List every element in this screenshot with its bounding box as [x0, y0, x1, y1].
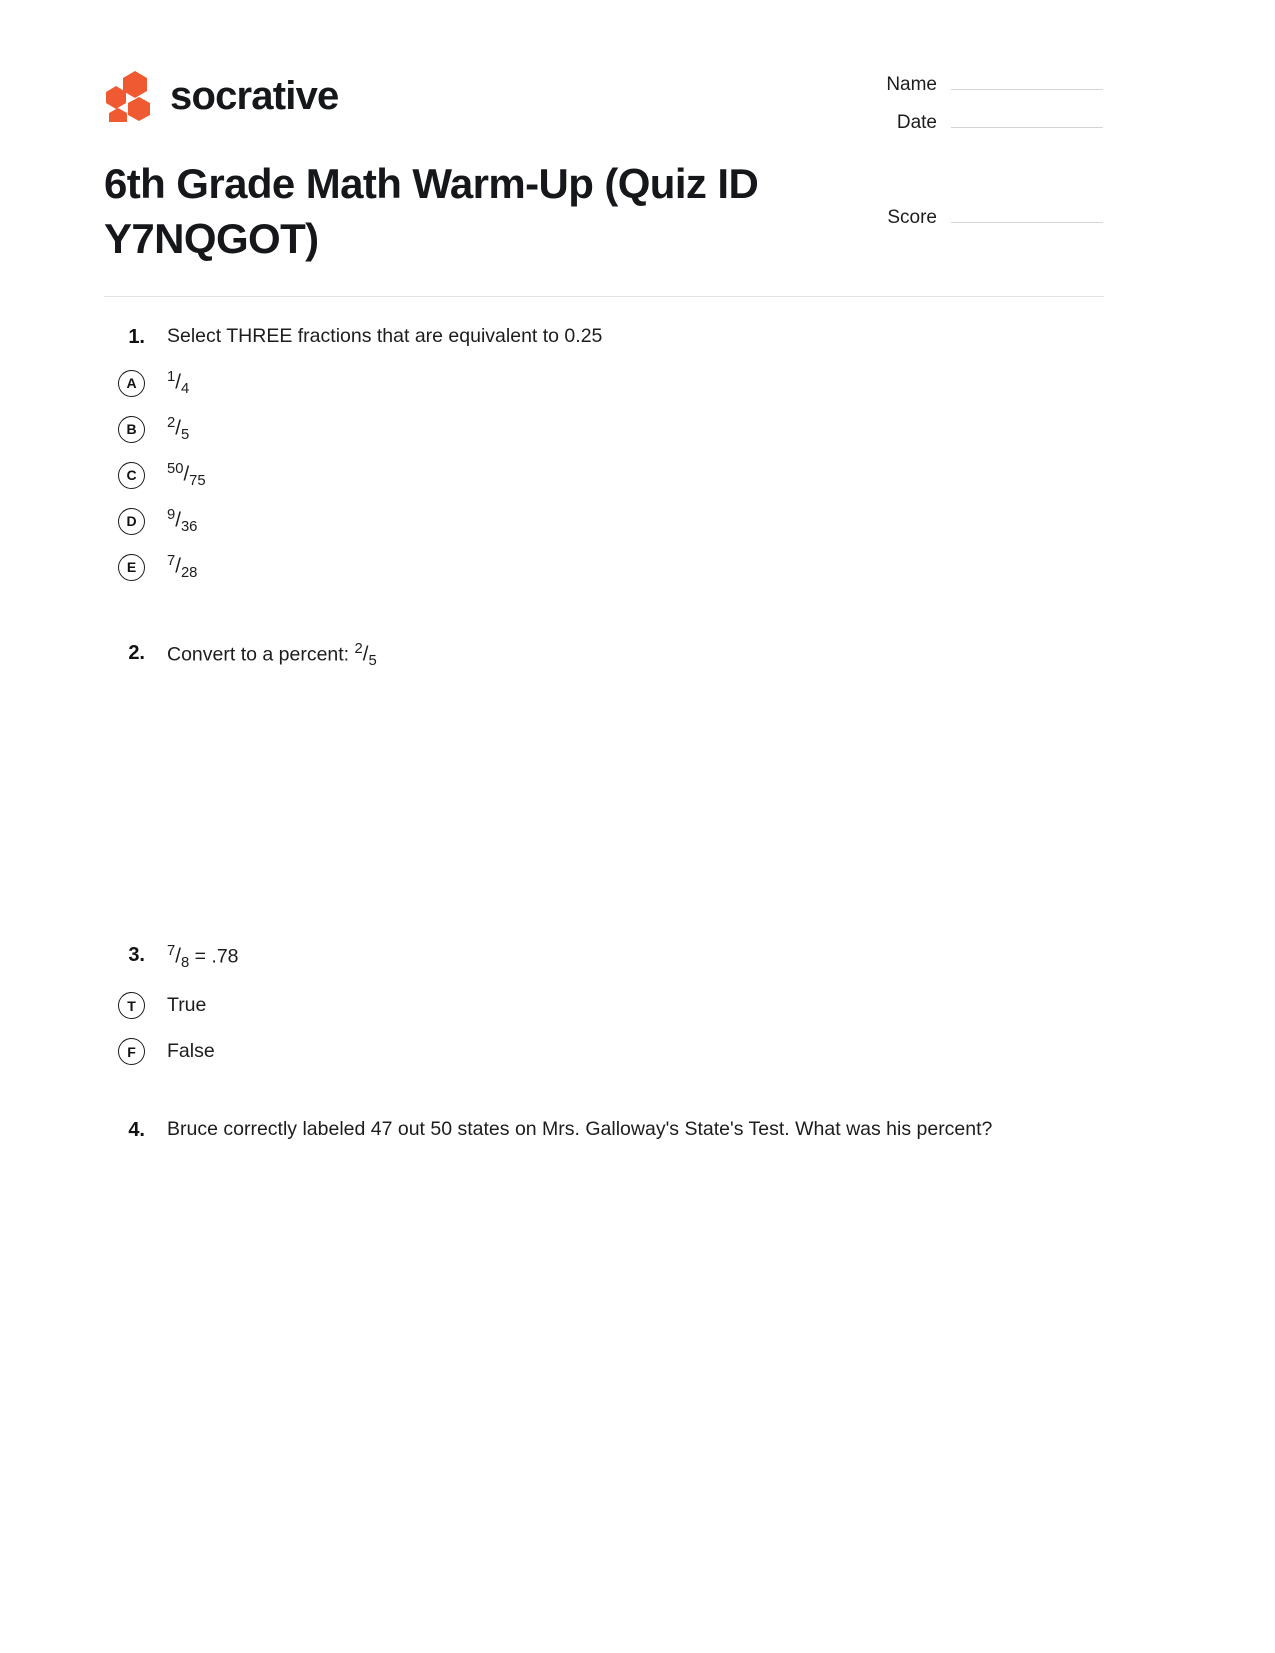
fraction-numerator: 1 — [167, 368, 176, 385]
fraction-denominator: 36 — [180, 518, 198, 535]
fraction-numerator: 9 — [167, 506, 176, 523]
question-2-text — [167, 638, 1104, 672]
choice-3-false[interactable] — [104, 1029, 1104, 1075]
choice-1-d-text — [167, 505, 197, 538]
bubble-1-d-wrap — [104, 508, 167, 535]
fraction-bar: / — [362, 642, 369, 666]
bubble-1-e-wrap — [104, 554, 167, 581]
date-field-label: Date — [896, 111, 937, 133]
question-2 — [104, 638, 1104, 940]
spacer-after-question-1 — [104, 590, 1104, 638]
fraction-denominator: 5 — [368, 653, 377, 670]
fraction-denominator: 8 — [180, 955, 190, 972]
header-divider — [104, 296, 1104, 297]
fraction-bar: / — [175, 508, 181, 532]
date-field-row — [871, 110, 1103, 135]
page-title: 6th Grade Math Warm-Up (Quiz ID Y7NQGOT) — [104, 160, 759, 263]
title-block — [104, 156, 834, 267]
fraction — [167, 459, 206, 492]
choice-1-d[interactable] — [104, 498, 1104, 544]
bubble-1-a-wrap — [104, 370, 167, 397]
score-field-line[interactable] — [951, 205, 1103, 223]
choice-1-b-text — [167, 413, 189, 446]
question-4-header — [104, 1115, 1104, 1145]
fraction — [167, 551, 197, 584]
question-4 — [104, 1115, 1104, 1145]
score-field-row — [871, 205, 1103, 230]
brand-name: socrative — [170, 74, 339, 118]
fraction-bar: / — [175, 370, 181, 394]
fraction-denominator: 28 — [180, 564, 198, 581]
spacer-after-question-3 — [104, 1075, 1104, 1115]
bubble-3-true-wrap — [104, 992, 167, 1019]
choice-1-e-text — [167, 551, 197, 584]
choice-bubble-icon[interactable]: C — [118, 462, 145, 489]
choice-bubble-icon[interactable]: D — [118, 508, 145, 535]
fraction — [167, 940, 189, 974]
choice-1-b[interactable] — [104, 406, 1104, 452]
name-field-label: Name — [886, 74, 937, 95]
hexagon-cluster-icon — [104, 70, 154, 122]
fraction — [167, 413, 189, 446]
choice-bubble-icon[interactable]: A — [118, 370, 145, 397]
question-2-prompt: Convert to a percent: — [167, 643, 355, 666]
question-2-answer-space[interactable] — [104, 672, 1104, 940]
fraction-numerator: 50 — [167, 460, 184, 477]
question-2-header — [104, 638, 1104, 672]
choice-bubble-icon[interactable]: B — [118, 416, 145, 443]
choice-1-c-text — [167, 459, 206, 492]
choice-3-true-text: True — [167, 994, 207, 1017]
question-3-choices — [104, 983, 1104, 1075]
fraction-denominator: 4 — [180, 380, 190, 397]
choice-1-a[interactable] — [104, 360, 1104, 406]
student-info-fields — [871, 72, 1103, 242]
question-3-text — [167, 940, 1104, 974]
name-field-row — [871, 72, 1103, 97]
bubble-3-false-wrap — [104, 1038, 167, 1065]
fraction-numerator: 2 — [354, 641, 363, 657]
question-1-text: Select THREE fractions that are equivalent to 0.25 — [167, 325, 603, 347]
fraction — [167, 367, 189, 400]
name-field-line[interactable] — [951, 72, 1103, 90]
choice-1-e[interactable] — [104, 544, 1104, 590]
fraction-denominator: 5 — [180, 426, 190, 443]
fraction — [355, 638, 377, 672]
fraction-numerator: 2 — [167, 414, 176, 431]
question-3 — [104, 940, 1104, 1074]
bubble-1-c-wrap — [104, 462, 167, 489]
choice-1-c[interactable] — [104, 452, 1104, 498]
question-1-number: 1. — [128, 326, 145, 348]
choice-bubble-icon[interactable]: F — [118, 1038, 145, 1065]
choice-bubble-icon[interactable]: T — [118, 992, 145, 1019]
fraction-numerator: 7 — [167, 943, 176, 960]
fraction-bar: / — [175, 416, 181, 440]
bubble-1-b-wrap — [104, 416, 167, 443]
date-field-line[interactable] — [951, 110, 1103, 128]
question-3-number: 3. — [128, 944, 145, 967]
question-4-text: Bruce correctly labeled 47 out 50 states on Mrs. Galloway's State's Test. What was his percent? — [167, 1117, 993, 1140]
questions-list — [104, 322, 1104, 1145]
fraction — [167, 505, 197, 538]
score-field-label: Score — [887, 206, 937, 228]
fraction-bar: / — [175, 945, 181, 969]
question-4-number: 4. — [128, 1118, 145, 1141]
question-3-equation-tail: = .78 — [189, 946, 239, 969]
question-1-choices — [104, 360, 1104, 590]
fraction-bar: / — [183, 462, 190, 486]
brand-logo — [104, 70, 338, 122]
question-2-number: 2. — [128, 642, 145, 664]
fraction-numerator: 7 — [167, 552, 176, 569]
question-1-header — [104, 322, 1104, 352]
question-3-header — [104, 940, 1104, 974]
choice-bubble-icon[interactable]: E — [118, 554, 145, 581]
fraction-denominator: 75 — [189, 472, 206, 489]
question-1 — [104, 322, 1104, 590]
choice-1-a-text — [167, 367, 189, 400]
choice-3-false-text: False — [167, 1040, 215, 1063]
choice-3-true[interactable] — [104, 983, 1104, 1029]
fraction-bar: / — [175, 554, 181, 578]
